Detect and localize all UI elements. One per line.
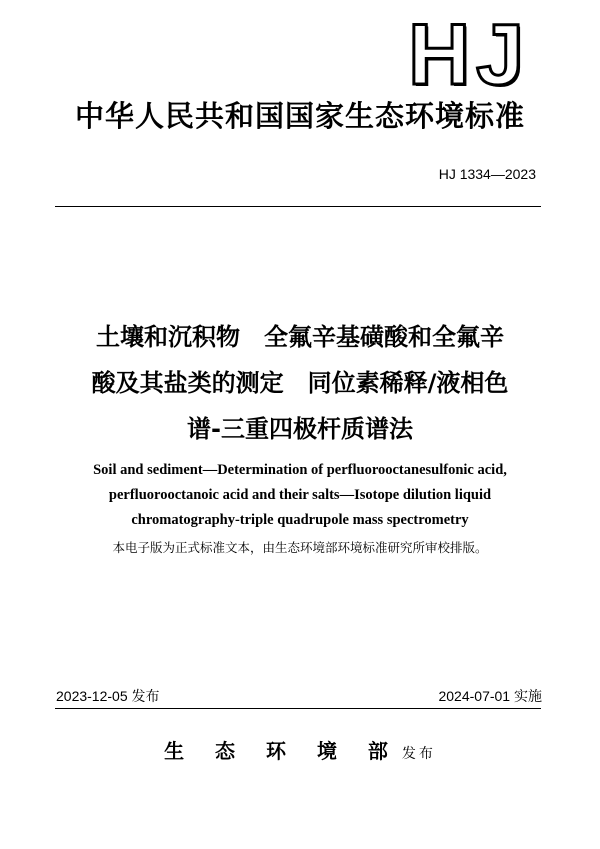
- top-divider: [55, 206, 541, 207]
- chinese-title-line: 酸及其盐类的测定 同位素稀释/液相色: [91, 369, 509, 397]
- standard-category: 中华人民共和国国家生态环境标准: [74, 99, 525, 133]
- issuer-name: 生 态 环 境 部: [164, 739, 400, 763]
- chinese-title: [40, 314, 560, 452]
- chinese-title-line: 土壤和沉积物 全氟辛基磺酸和全氟辛: [96, 323, 504, 351]
- bottom-divider: [55, 708, 541, 709]
- implementation-date: 2024-07-01 实施: [438, 688, 542, 704]
- chinese-title-line: 谱-三重四极杆质谱法: [187, 415, 413, 443]
- issue-date: 2023-12-05 发布: [56, 688, 160, 704]
- standard-number: HJ 1334—2023: [438, 166, 536, 182]
- electronic-version-notice: 本电子版为正式标准文本，由生态环境部环境标准研究所审校排版。: [112, 540, 488, 555]
- hj-logo: HJ: [408, 7, 530, 103]
- issuer-block: [0, 736, 600, 769]
- english-title-line: perfluorooctanoic acid and their salts—Isotope dilution liquid: [108, 487, 492, 503]
- english-title: [50, 458, 550, 533]
- english-title-line: Soil and sediment—Determination of perfluorooctanesulfonic acid,: [93, 462, 507, 478]
- english-title-line: chromatography-triple quadrupole mass spectrometry: [131, 512, 469, 528]
- issuer-action: 发布: [401, 746, 436, 762]
